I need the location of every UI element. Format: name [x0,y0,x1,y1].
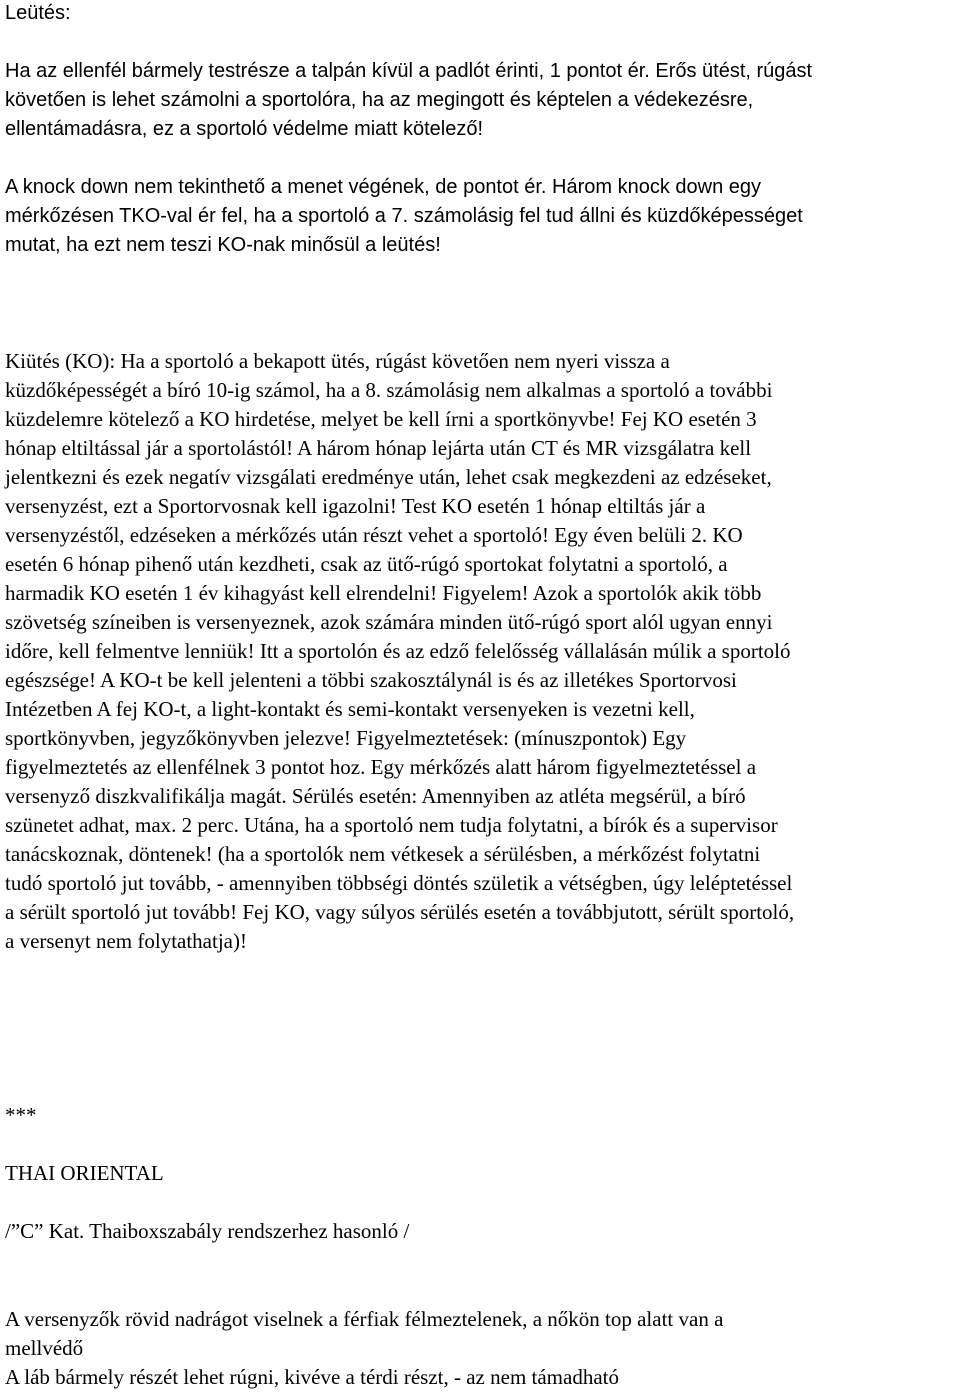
paragraph-line: mutat, ha ezt nem teszi KO-nak minősül a leütés! [5,234,441,256]
paragraph-line: követően is lehet számolni a sportolóra, ha az megingott és képtelen a védekezésre, [5,89,754,111]
paragraph-line: esetén 6 hónap pihenő után kezdheti, csak az ütő-rúgó sportokat folytatni a sportoló, a [5,552,728,576]
paragraph-line: Intézetben A fej KO-t, a light-kontakt és semi-kontakt versenyeken is vezetni kell, [5,697,695,721]
paragraph-line: A láb bármely részét lehet rúgni, kivéve a térdi részt, - az nem támadható [5,1365,619,1389]
paragraph-line: a sérült sportoló jut tovább! Fej KO, vagy súlyos sérülés esetén a továbbjutott, sérült sportoló, [5,900,795,924]
category-line: /”C” Kat. Thaiboxszabály rendszerhez hasonló / [5,1219,410,1243]
paragraph-line: sportkönyvben, jegyzőkönyvben jelezve! Figyelmeztetések: (mínuszpontok) Egy [5,726,687,750]
paragraph-line: egészsége! A KO-t be kell jelenteni a többi szakosztálynál is és az illetékes Sportorvosi [5,668,737,692]
paragraph-line: A versenyzők rövid nadrágot viselnek a férfiak félmeztelenek, a nőkön top alatt van a [5,1307,724,1331]
paragraph-line: a versenyt nem folytathatja)! [5,929,247,953]
paragraph-line: szövetség színeiben is versenyeznek, azok számára minden ütő-rúgó sport alól ugyan ennyi [5,610,773,634]
paragraph-line: A knock down nem tekinthető a menet végének, de pontot ér. Három knock down egy [5,176,762,198]
paragraph-line: tudó sportoló jut tovább, - amennyiben többségi döntés születik a vétségben, úgy leléptetéssel [5,871,793,895]
paragraph-line: küzdőképességét a bíró 10-ig számol, ha a 8. számolásig nem alkalmas a sportoló a további [5,378,773,402]
paragraph-line: figyelmeztetés az ellenfélnek 3 pontot hoz. Egy mérkőzés alatt három figyelmeztetéssel a [5,755,757,779]
paragraph-line: időre, kell felmentve lenniük! Itt a sportolón és az edző felelősség vállalásán múlik a sportoló [5,639,791,663]
paragraph-line: versenyző diszkvalifikálja magát. Sérülés esetén: Amennyiben az atléta megsérül, a bíró [5,784,746,808]
paragraph-line: hónap eltiltással jár a sportolástól! A három hónap lejárta után CT és MR vizsgálatra kell [5,436,752,460]
paragraph-line: mellvédő [5,1336,84,1360]
paragraph-line: tanácskoznak, döntenek! (ha a sportolók nem vétkesek a sérülésben, a mérkőzést folytatni [5,842,761,866]
paragraph-line: harmadik KO esetén 1 év kihagyást kell elrendelni! Figyelem! Azok a sportolók akik több [5,581,762,605]
section-title: THAI ORIENTAL [5,1161,164,1185]
paragraph-line: versenyzést, ezt a Sportorvosnak kell igazolni! Test KO esetén 1 hónap eltiltás jár a [5,494,706,518]
paragraph-line: Kiütés (KO): Ha a sportoló a bekapott ütés, rúgást követően nem nyeri vissza a [5,349,670,373]
paragraph-line: mérkőzésen TKO-val ér fel, ha a sportoló a 7. számolásig fel tud állni és küzdőképességet [5,205,803,227]
paragraph-line: ellentámadásra, ez a sportoló védelme miatt kötelező! [5,118,484,140]
paragraph-line: Ha az ellenfél bármely testrésze a talpán kívül a padlót érinti, 1 pontot ér. Erős ütést, rúgást [5,60,813,82]
separator-asterisks: *** [5,1103,37,1127]
paragraph-line: szünetet adhat, max. 2 perc. Utána, ha a sportoló nem tudja folytatni, a bírók és a supervisor [5,813,778,837]
heading-leutes: Leütés: [5,2,71,24]
paragraph-line: jelentkezni és ezek negatív vizsgálati eredménye után, lehet csak megkezdeni az edzéseket, [5,465,772,489]
paragraph-line: versenyzéstől, edzéseken a mérkőzés után részt vehet a sportoló! Egy éven belüli 2. KO [5,523,743,547]
paragraph-line: küzdelemre kötelező a KO hirdetése, melyet be kell írni a sportkönyvbe! Fej KO esetén 3 [5,407,757,431]
